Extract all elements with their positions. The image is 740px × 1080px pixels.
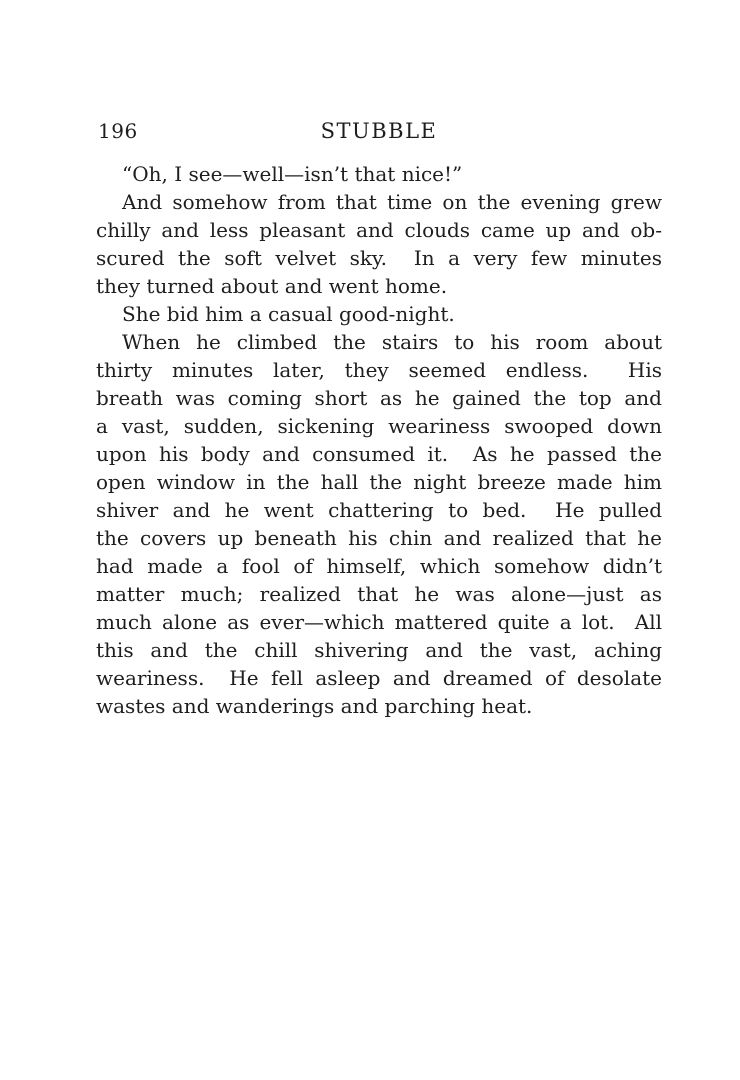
page-body bbox=[96, 160, 662, 720]
text-line: thirty minutes later, they seemed endless. His bbox=[96, 358, 662, 382]
text-line: this and the chill shivering and the vast, aching bbox=[96, 638, 662, 662]
running-title: STUBBLE bbox=[320, 119, 438, 143]
text-line: And somehow from that time on the evening grew bbox=[122, 190, 662, 214]
text-line: they turned about and went home. bbox=[96, 274, 448, 298]
text-line: weariness. He fell asleep and dreamed of desolate bbox=[96, 666, 662, 690]
page-content bbox=[96, 118, 662, 720]
text-line: She bid him a casual good-night. bbox=[122, 302, 455, 326]
text-line: “Oh, I see—well—isn’t that nice!” bbox=[122, 162, 463, 186]
text-line: scured the soft velvet sky. In a very few minutes bbox=[96, 246, 662, 270]
text-line: a vast, sudden, sickening weariness swooped down bbox=[96, 414, 662, 438]
text-line: the covers up beneath his chin and realized that he bbox=[96, 526, 662, 550]
text-line: had made a fool of himself, which somehow didn’t bbox=[96, 554, 662, 578]
page-number: 196 bbox=[98, 119, 138, 143]
text-line: chilly and less pleasant and clouds came up and ob- bbox=[96, 218, 662, 242]
text-line: much alone as ever—which mattered quite a lot. All bbox=[96, 610, 662, 634]
text-line: wastes and wanderings and parching heat. bbox=[96, 694, 533, 718]
text-line: breath was coming short as he gained the top and bbox=[96, 386, 662, 410]
text-line: open window in the hall the night breeze made him bbox=[96, 470, 662, 494]
text-line: matter much; realized that he was alone—just as bbox=[96, 582, 662, 606]
text-line: upon his body and consumed it. As he passed the bbox=[96, 442, 662, 466]
text-line: When he climbed the stairs to his room about bbox=[122, 330, 662, 354]
page-header bbox=[96, 118, 662, 144]
text-line: shiver and he went chattering to bed. He pulled bbox=[96, 498, 662, 522]
